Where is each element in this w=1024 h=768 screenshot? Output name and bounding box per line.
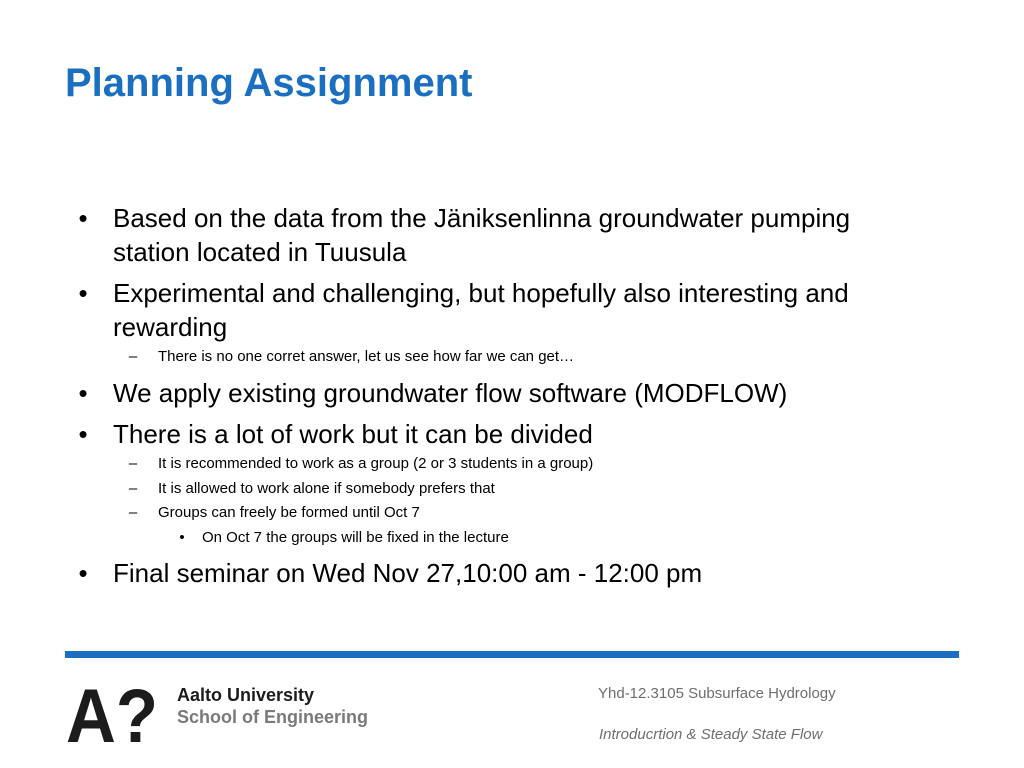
sub-bullet-text: It is allowed to work alone if somebody prefers that — [158, 480, 495, 497]
logo-text: A? — [66, 685, 158, 745]
bullet-text: Final seminar on Wed Nov 27,10:00 am - 12:00 pm — [113, 558, 703, 588]
bullet-text: rewarding — [113, 312, 228, 342]
bullet-item — [78, 556, 703, 590]
bullet-continuation — [113, 235, 406, 269]
bullet-marker: • — [78, 378, 88, 408]
bullet-item — [78, 376, 788, 410]
sub-sub-bullet-item — [179, 528, 509, 548]
footer-divider — [65, 651, 959, 658]
aalto-logo-icon — [66, 685, 158, 745]
bullet-text: We apply existing groundwater flow software (MODFLOW) — [113, 378, 788, 408]
dash-marker: – — [128, 504, 138, 521]
bullet-continuation — [113, 310, 227, 344]
bullet-item — [78, 417, 593, 451]
sub-bullet-text: There is no one corret answer, let us see how far we can get… — [158, 348, 575, 365]
bullet-item — [78, 276, 849, 310]
bullet-text: Experimental and challenging, but hopefully also interesting and — [113, 278, 849, 308]
bullet-text: There is a lot of work but it can be divided — [113, 419, 593, 449]
sub-bullet-text: Groups can freely be formed until Oct 7 — [158, 504, 420, 521]
dash-marker: – — [128, 455, 138, 472]
sub-bullet-item — [128, 347, 575, 367]
org-name: Aalto University — [177, 685, 315, 705]
sub-sub-bullet-text: On Oct 7 the groups will be fixed in the lecture — [202, 529, 509, 546]
bullet-marker: • — [78, 278, 88, 308]
sub-bullet-item — [128, 503, 420, 523]
lecture-title: Introducrtion & Steady State Flow — [599, 726, 823, 743]
bullet-text: station located in Tuusula — [113, 237, 407, 267]
course-code: Yhd-12.3105 Subsurface Hydrology — [598, 685, 836, 702]
bullet-marker: • — [78, 419, 88, 449]
slide-title: Planning Assignment — [65, 61, 473, 105]
small-bullet-marker: • — [179, 529, 185, 546]
dash-marker: – — [128, 348, 138, 365]
sub-bullet-item — [128, 479, 495, 499]
bullet-marker: • — [78, 558, 88, 588]
bullet-marker: • — [78, 203, 88, 233]
sub-bullet-item — [128, 454, 594, 474]
bullet-text: Based on the data from the Jäniksenlinna groundwater pumping — [113, 203, 851, 233]
sub-bullet-text: It is recommended to work as a group (2 or 3 students in a group) — [158, 455, 594, 472]
bullet-item — [78, 201, 851, 235]
dash-marker: – — [128, 480, 138, 497]
school-name: School of Engineering — [177, 707, 369, 727]
